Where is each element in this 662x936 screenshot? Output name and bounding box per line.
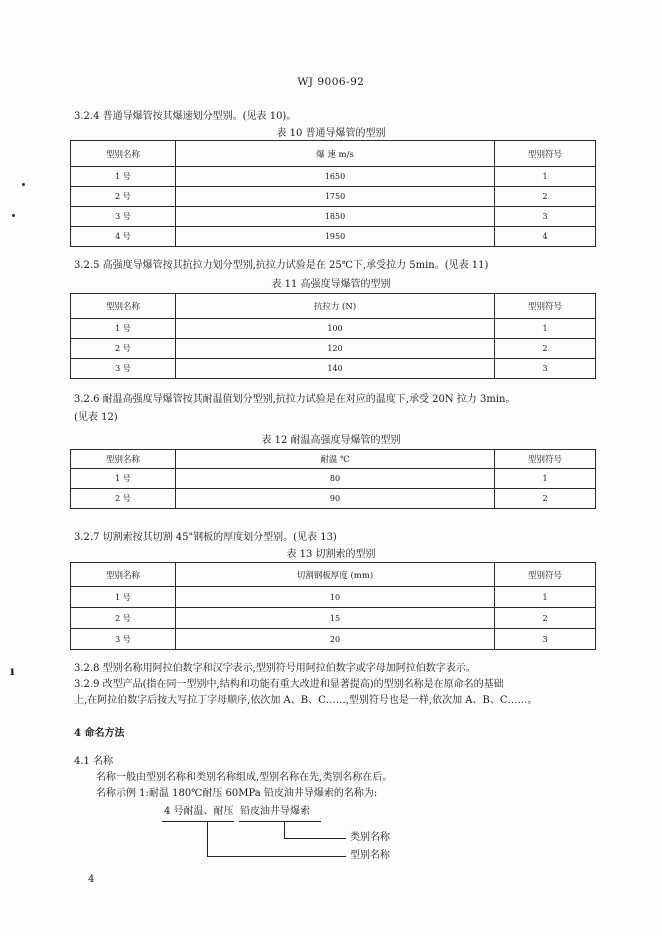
connector-category [284, 838, 346, 839]
col-header-value: 抗拉力 (N) [176, 294, 495, 319]
cell-value: 140 [176, 359, 495, 379]
table-10-caption: 表 10 普通导爆管的型别 [276, 128, 386, 139]
section-3-2-6-cont: (见表 12) [74, 412, 118, 423]
cell-type-name: 3 号 [71, 629, 176, 650]
cell-value: 1950 [176, 227, 495, 247]
table-row [71, 608, 596, 629]
document-code: WJ 9006-92 [297, 76, 365, 88]
cell-type-code: 2 [495, 608, 596, 629]
cell-value: 100 [176, 319, 495, 339]
col-header-value: 切割钢板厚度 (mm) [176, 563, 495, 587]
margin-mark [12, 214, 15, 217]
section-3-2-8: 3.2.8 型别名称用阿拉伯数字和汉字表示,型别符号用阿拉伯数字或字母加阿拉伯数字表示。 [74, 663, 476, 674]
cell-type-code: 3 [495, 207, 596, 227]
cell-type-name: 3 号 [71, 207, 176, 227]
cell-type-code: 1 [495, 319, 596, 339]
cell-type-code: 4 [495, 227, 596, 247]
section-4-1-title: 4.1 名称 [74, 756, 114, 767]
table-row [71, 167, 596, 187]
table-row [71, 207, 596, 227]
section-3-2-7: 3.2.7 切割索按其切割 45"钢板的厚度划分型别。(见表 13) [74, 532, 337, 543]
cell-type-code: 1 [495, 167, 596, 187]
section-3-2-9: 3.2.9 改型产品(指在同一型别中,结构和功能有重大改进和显著提高)的型别名称是在原命名的基础 [74, 679, 504, 690]
table-12-caption: 表 12 耐温高强度导爆管的型别 [261, 435, 401, 446]
table-row [71, 227, 596, 247]
col-header-type-name: 型别名称 [71, 141, 176, 167]
section-3-2-6: 3.2.6 耐温高强度导爆管按其耐温值划分型别,抗拉力试验是在对应的温度下,承受 20N 拉力 3min。 [74, 394, 516, 405]
table-header-row [71, 563, 596, 587]
table-row [71, 319, 596, 339]
table-header-row [71, 294, 596, 319]
cell-type-code: 2 [495, 489, 596, 509]
cell-type-code: 2 [495, 187, 596, 207]
section-4-1-example: 名称示例 1:耐温 180℃耐压 60MPa 铅皮油井导爆索的名称为: [96, 788, 378, 799]
table-row [71, 187, 596, 207]
section-4-title: 4 命名方法 [74, 728, 125, 739]
cell-value: 20 [176, 629, 495, 650]
table-row [71, 629, 596, 650]
cell-type-name: 4 号 [71, 227, 176, 247]
section-3-2-5: 3.2.5 高强度导爆管按其抗拉力划分型别,抗拉力试验是在 25℃下,承受拉力 5min。(见表 11) [74, 260, 489, 271]
table-row [71, 469, 596, 489]
cell-type-code: 3 [495, 359, 596, 379]
col-header-type-code: 型别符号 [495, 563, 596, 587]
label-type-name: 型别名称 [350, 850, 390, 861]
col-header-value: 耐温 ℃ [176, 450, 495, 469]
cell-type-code: 3 [495, 629, 596, 650]
col-header-type-name: 型别名称 [71, 294, 176, 319]
table-13-caption: 表 13 切割索的型别 [286, 549, 376, 560]
cell-value: 15 [176, 608, 495, 629]
table-row [71, 339, 596, 359]
cell-value: 120 [176, 339, 495, 359]
col-header-type-code: 型别符号 [495, 294, 596, 319]
connector-type [207, 821, 208, 856]
cell-type-code: 2 [495, 339, 596, 359]
cell-type-name: 3 号 [71, 359, 176, 379]
cell-type-code: 1 [495, 469, 596, 489]
cell-value: 1850 [176, 207, 495, 227]
col-header-type-code: 型别符号 [495, 141, 596, 167]
section-3-2-9-cont: 上,在阿拉伯数字后按大写拉丁字母顺序,依次加 A、B、C……,型别符号也是一样,依次加 A、B、C……。 [74, 695, 538, 706]
connector-type [207, 856, 346, 857]
margin-mark: ı [10, 664, 15, 678]
cell-type-name: 1 号 [71, 469, 176, 489]
name-part-category: 铅皮油井导爆索 [240, 806, 310, 817]
cell-type-name: 2 号 [71, 608, 176, 629]
section-4-1-paragraph: 名称一般由型别名称和类别名称组成,型别名称在先,类别名称在后。 [96, 772, 393, 783]
margin-mark [22, 183, 25, 186]
table-11 [70, 293, 596, 379]
cell-value: 1750 [176, 187, 495, 207]
col-header-type-name: 型别名称 [71, 563, 176, 587]
name-part-type: 4 号耐温、耐压 [164, 806, 234, 817]
cell-value: 1650 [176, 167, 495, 187]
underline-type [162, 821, 234, 822]
col-header-type-name: 型别名称 [71, 450, 176, 469]
table-header-row [71, 450, 596, 469]
cell-type-name: 1 号 [71, 587, 176, 608]
col-header-value: 爆 速 m/s [176, 141, 495, 167]
table-11-caption: 表 11 高强度导爆管的型别 [271, 279, 391, 290]
section-3-2-4: 3.2.4 普通导爆管按其爆速划分型别。(见表 10)。 [74, 111, 297, 122]
table-row [71, 587, 596, 608]
label-category-name: 类别名称 [350, 832, 390, 843]
cell-value: 80 [176, 469, 495, 489]
underline-category [239, 821, 321, 822]
cell-value: 90 [176, 489, 495, 509]
page-number: 4 [88, 874, 95, 885]
cell-type-name: 2 号 [71, 339, 176, 359]
table-row [71, 489, 596, 509]
table-row [71, 359, 596, 379]
table-12 [70, 449, 596, 509]
cell-type-code: 1 [495, 587, 596, 608]
cell-type-name: 1 号 [71, 167, 176, 187]
cell-type-name: 1 号 [71, 319, 176, 339]
table-10 [70, 140, 596, 247]
table-header-row [71, 141, 596, 167]
cell-value: 10 [176, 587, 495, 608]
table-13 [70, 562, 596, 650]
cell-type-name: 2 号 [71, 187, 176, 207]
connector-category [284, 821, 285, 838]
cell-type-name: 2 号 [71, 489, 176, 509]
col-header-type-code: 型别符号 [495, 450, 596, 469]
